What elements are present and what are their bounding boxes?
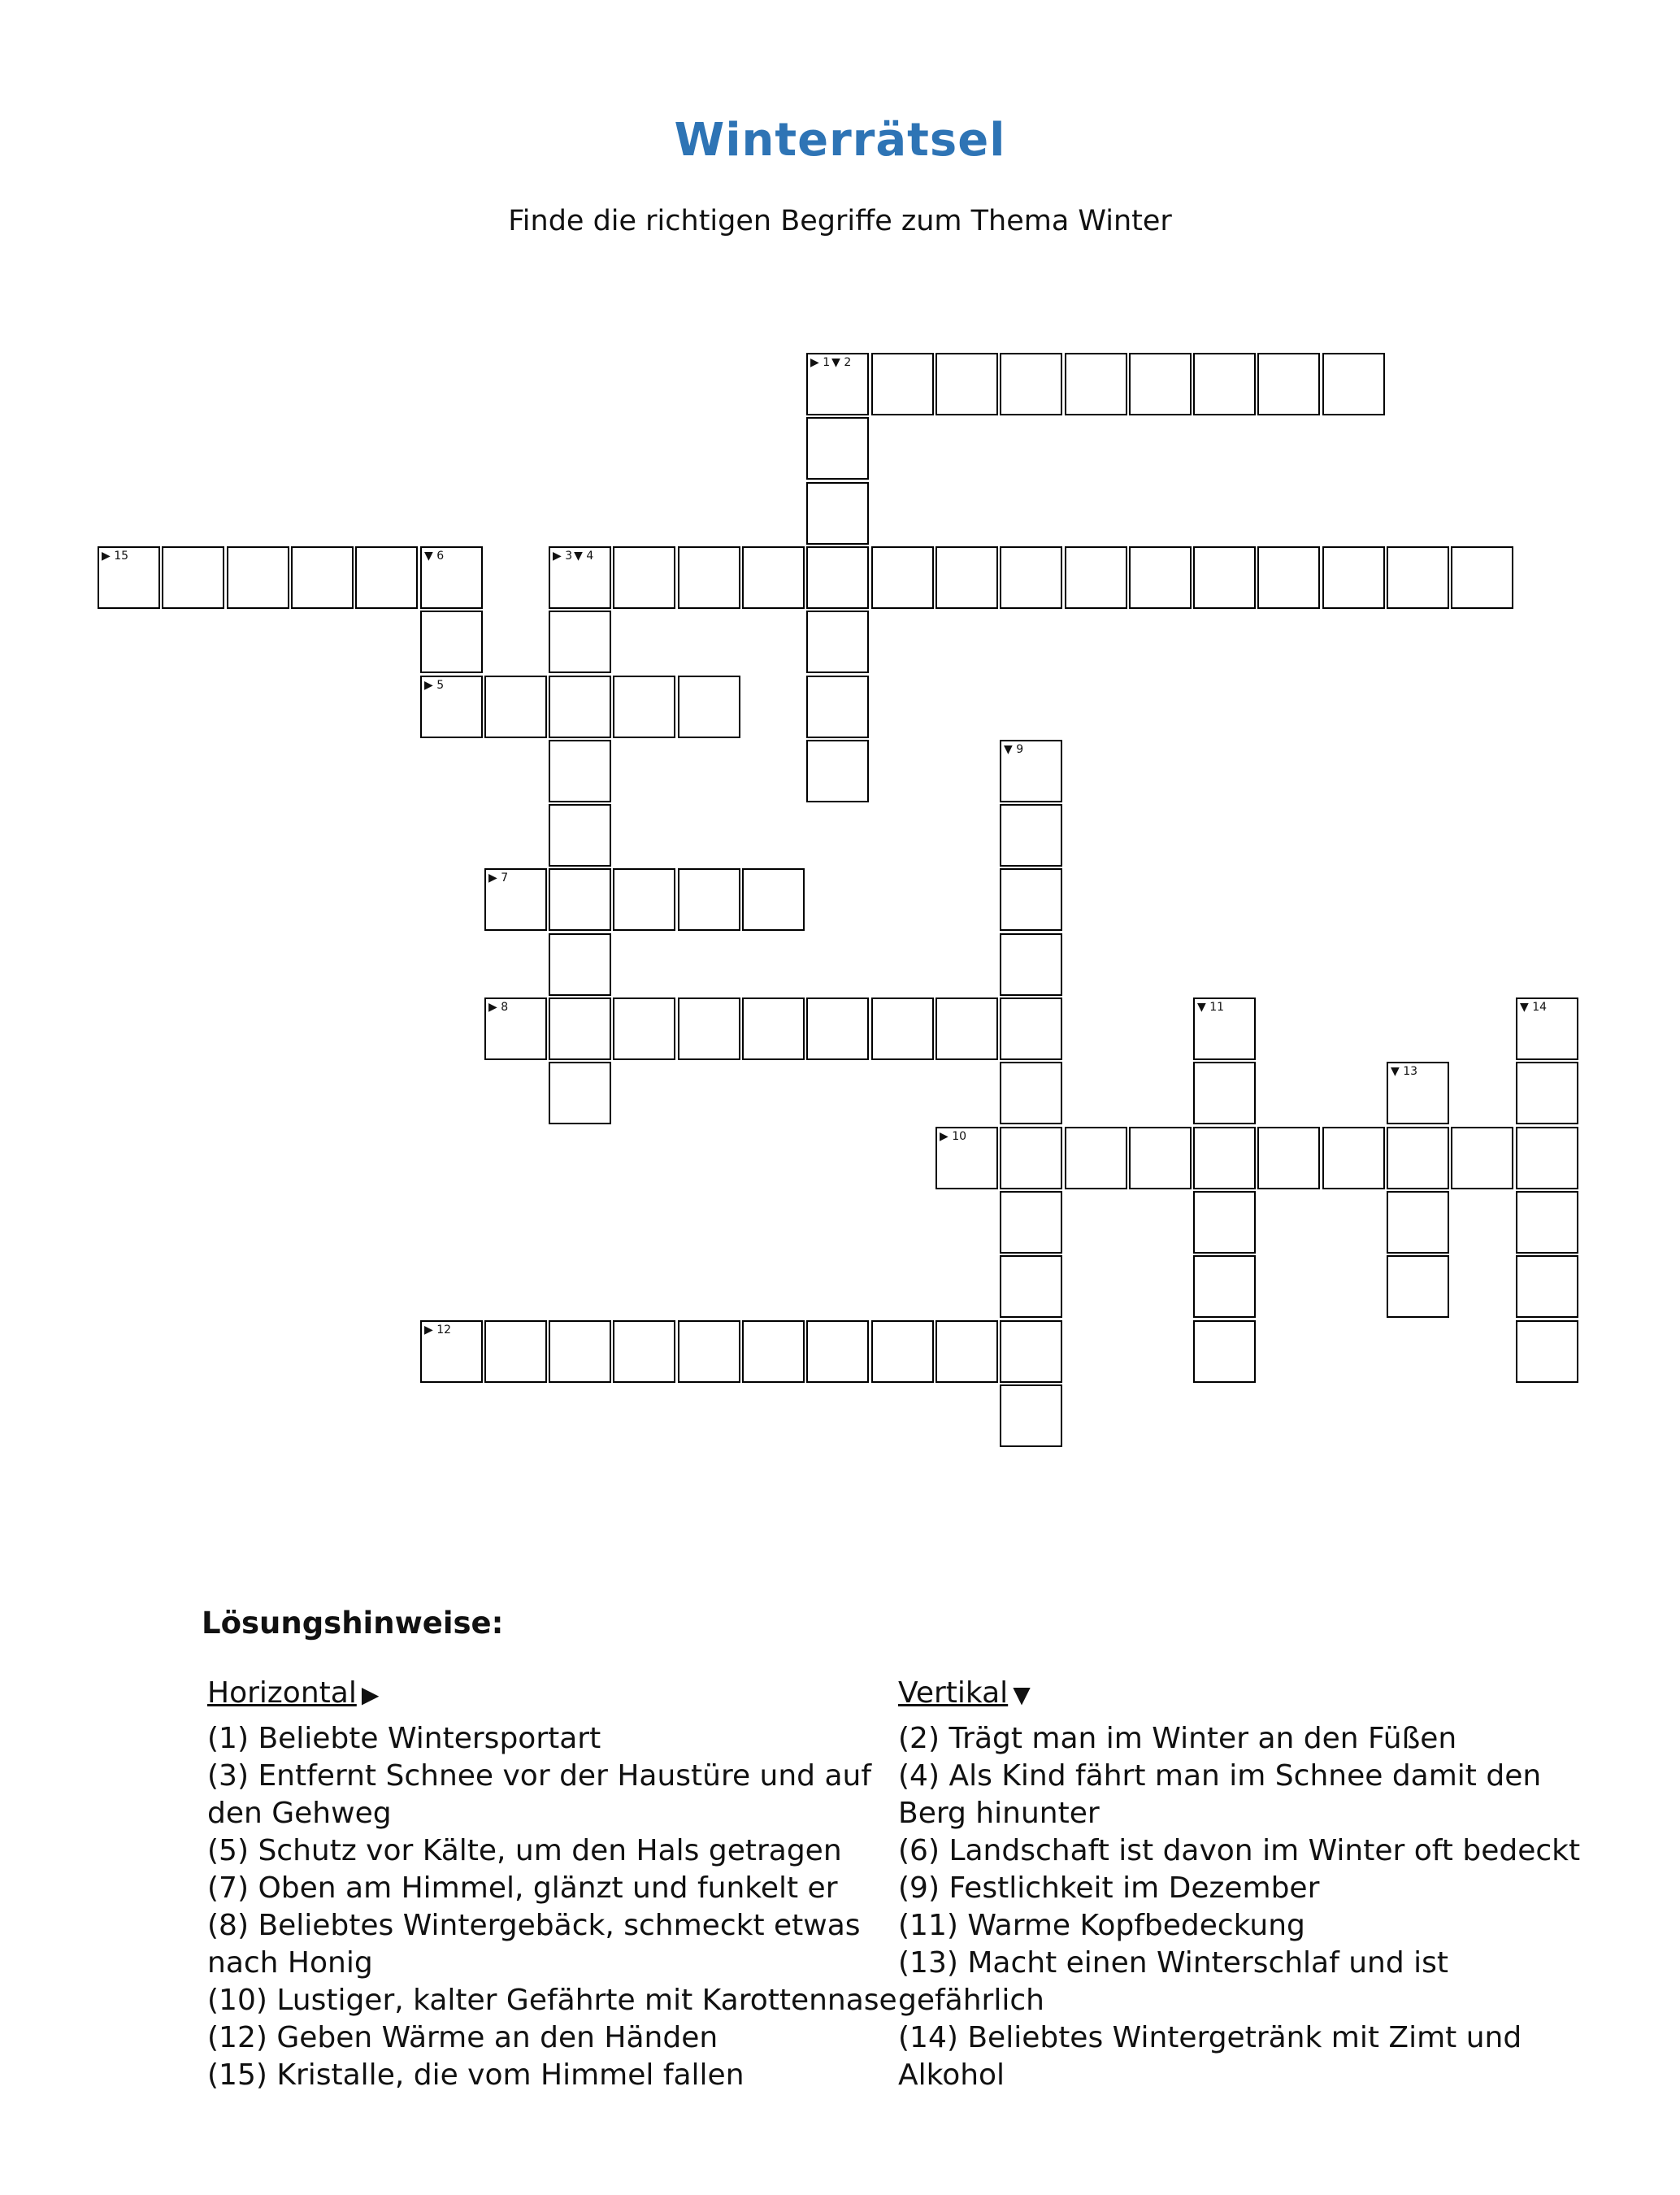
down-arrow-icon: ▼ — [831, 356, 840, 369]
grid-cell[interactable] — [549, 611, 611, 673]
across-arrow-icon: ▶ — [940, 1130, 949, 1143]
clue-number-label — [1520, 1000, 1548, 1015]
grid-cell[interactable] — [742, 998, 805, 1060]
down-arrow-icon: ▼ — [1013, 1681, 1031, 1708]
grid-cell[interactable] — [549, 546, 611, 609]
across-clue-list — [207, 1720, 906, 2094]
across-clues-column — [207, 1675, 906, 2094]
down-arrow-icon: ▼ — [574, 550, 583, 563]
grid-cell[interactable] — [1322, 546, 1385, 609]
grid-cell[interactable] — [806, 998, 869, 1060]
grid-cell[interactable] — [613, 868, 675, 931]
grid-cell[interactable] — [806, 546, 869, 609]
grid-cell[interactable] — [1322, 1127, 1385, 1189]
clue-number-label — [424, 549, 445, 563]
across-number-marker — [940, 1130, 966, 1143]
clue-number: 14 — [1528, 1001, 1548, 1014]
down-clues-column — [898, 1675, 1597, 2094]
grid-cell[interactable] — [613, 676, 675, 738]
across-clue: (3) Entfernt Schnee vor der Haustüre und auf den Gehweg — [207, 1759, 872, 1830]
clue-number-label — [810, 355, 853, 370]
grid-cell[interactable] — [806, 1320, 869, 1383]
across-clue: (12) Geben Wärme an den Händen — [207, 2021, 718, 2054]
grid-cell[interactable] — [1257, 546, 1320, 609]
grid-cell[interactable] — [1000, 1062, 1062, 1124]
grid-cell[interactable] — [742, 1320, 805, 1383]
down-number-marker — [574, 550, 593, 563]
grid-cell[interactable] — [1193, 546, 1256, 609]
grid-cell[interactable] — [1193, 1062, 1256, 1124]
grid-cell[interactable] — [549, 740, 611, 802]
grid-cell[interactable] — [484, 998, 547, 1060]
grid-cell[interactable] — [1000, 1384, 1062, 1447]
clue-number-label — [1391, 1064, 1419, 1079]
clue-number: 6 — [432, 550, 445, 563]
clue-number: 4 — [582, 550, 594, 563]
grid-cell[interactable] — [549, 868, 611, 931]
grid-cell[interactable] — [936, 1127, 998, 1189]
grid-cell[interactable] — [484, 868, 547, 931]
grid-cell[interactable] — [484, 1320, 547, 1383]
down-number-marker — [1004, 743, 1023, 756]
clue-number-label — [488, 871, 510, 885]
grid-cell[interactable] — [1193, 1127, 1256, 1189]
grid-cell[interactable] — [549, 676, 611, 738]
grid-cell[interactable] — [1257, 1127, 1320, 1189]
clue-number: 10 — [948, 1130, 967, 1143]
clue-number-label — [1004, 742, 1025, 757]
grid-cell[interactable] — [678, 1320, 740, 1383]
grid-cell[interactable] — [936, 546, 998, 609]
grid-cell[interactable] — [1322, 353, 1385, 415]
down-clue: (4) Als Kind fährt man im Schnee damit den Berg hinunter — [898, 1759, 1542, 1830]
clue-number: 13 — [1399, 1065, 1418, 1078]
page-subtitle: Finde die richtigen Begriffe zum Thema Winter — [508, 205, 1172, 237]
grid-cell[interactable] — [678, 868, 740, 931]
clue-number: 5 — [432, 679, 445, 692]
across-clue: (8) Beliebtes Wintergebäck, schmeckt etwas nach Honig — [207, 1909, 861, 1980]
across-arrow-icon: ▶ — [488, 1001, 497, 1014]
grid-cell[interactable] — [1000, 353, 1062, 415]
across-arrow-icon: ▶ — [553, 550, 562, 563]
grid-cell[interactable] — [1257, 353, 1320, 415]
grid-cell[interactable] — [1129, 1127, 1192, 1189]
down-arrow-icon: ▼ — [424, 550, 433, 563]
grid-cell[interactable] — [1193, 1255, 1256, 1318]
down-number-marker — [831, 356, 851, 369]
grid-cell[interactable] — [1000, 1127, 1062, 1189]
grid-cell[interactable] — [420, 676, 483, 738]
grid-cell[interactable] — [1516, 1062, 1578, 1124]
grid-cell[interactable] — [678, 546, 740, 609]
grid-cell[interactable] — [1065, 1127, 1127, 1189]
across-label: Horizontal — [207, 1676, 357, 1710]
across-arrow-icon: ▶ — [424, 1324, 433, 1337]
across-number-marker — [424, 679, 444, 692]
down-label: Vertikal — [898, 1676, 1009, 1710]
clue-number-label — [102, 549, 130, 563]
clue-number: 12 — [432, 1324, 452, 1337]
grid-cell[interactable] — [1451, 546, 1513, 609]
across-arrow-icon: ▶ — [488, 871, 497, 885]
down-clue: (2) Trägt man im Winter an den Füßen — [898, 1722, 1457, 1755]
grid-cell[interactable] — [871, 546, 934, 609]
clue-number: 7 — [497, 871, 509, 885]
grid-cell[interactable] — [613, 1320, 675, 1383]
grid-cell[interactable] — [1000, 1320, 1062, 1383]
clue-number: 11 — [1205, 1001, 1225, 1014]
across-clue: (5) Schutz vor Kälte, um den Hals getragen — [207, 1834, 842, 1867]
grid-cell[interactable] — [1516, 1127, 1578, 1189]
grid-cell[interactable] — [1451, 1127, 1513, 1189]
grid-cell[interactable] — [1129, 546, 1192, 609]
grid-cell[interactable] — [549, 1062, 611, 1124]
down-arrow-icon: ▼ — [1520, 1001, 1529, 1014]
down-number-marker — [1197, 1001, 1224, 1014]
grid-cell[interactable] — [742, 546, 805, 609]
down-heading — [898, 1675, 1597, 1714]
down-clue: (13) Macht einen Winterschlaf und ist gefährlich — [898, 1946, 1449, 2017]
grid-cell[interactable] — [98, 546, 160, 609]
grid-cell[interactable] — [806, 740, 869, 802]
grid-cell[interactable] — [484, 676, 547, 738]
grid-cell[interactable] — [806, 353, 869, 415]
grid-cell[interactable] — [1129, 353, 1192, 415]
grid-cell[interactable] — [806, 417, 869, 480]
grid-cell[interactable] — [1000, 868, 1062, 931]
grid-cell[interactable] — [1516, 1320, 1578, 1383]
across-clue: (1) Beliebte Wintersportart — [207, 1722, 601, 1755]
grid-cell[interactable] — [871, 998, 934, 1060]
down-clue-list — [898, 1720, 1597, 2094]
grid-cell[interactable] — [806, 611, 869, 673]
across-arrow-icon: ▶ — [424, 679, 433, 692]
grid-cell[interactable] — [1516, 1255, 1578, 1318]
clue-number: 2 — [840, 356, 852, 369]
clue-number-label — [424, 1323, 453, 1337]
across-clue: (7) Oben am Himmel, glänzt und funkelt er — [207, 1871, 838, 1905]
grid-cell[interactable] — [1000, 804, 1062, 867]
clue-number: 9 — [1012, 743, 1024, 756]
across-number-marker — [488, 871, 508, 885]
grid-cell[interactable] — [936, 353, 998, 415]
across-number-marker — [553, 550, 572, 563]
down-clue: (9) Festlichkeit im Dezember — [898, 1871, 1320, 1905]
grid-cell[interactable] — [742, 868, 805, 931]
down-arrow-icon: ▼ — [1197, 1001, 1206, 1014]
across-heading — [207, 1675, 906, 1714]
grid-cell[interactable] — [420, 1320, 483, 1383]
down-arrow-icon: ▼ — [1004, 743, 1013, 756]
down-number-marker — [424, 550, 444, 563]
grid-cell[interactable] — [1000, 1191, 1062, 1254]
grid-cell[interactable] — [162, 546, 224, 609]
down-clue: (6) Landschaft ist davon im Winter oft bedeckt — [898, 1834, 1581, 1867]
grid-cell[interactable] — [613, 546, 675, 609]
grid-cell[interactable] — [1387, 1127, 1449, 1189]
grid-cell[interactable] — [871, 1320, 934, 1383]
down-clue: (14) Beliebtes Wintergetränk mit Zimt und Alkohol — [898, 2021, 1522, 2092]
down-arrow-icon: ▼ — [1391, 1065, 1400, 1078]
across-arrow-icon: ▶ — [810, 356, 819, 369]
clue-number-label — [488, 1000, 510, 1015]
grid-cell[interactable] — [1000, 740, 1062, 802]
grid-cell[interactable] — [613, 998, 675, 1060]
across-arrow-icon: ▶ — [102, 550, 111, 563]
grid-cell[interactable] — [227, 546, 289, 609]
grid-cell[interactable] — [1193, 998, 1256, 1060]
grid-cell[interactable] — [806, 482, 869, 545]
page-title: Winterrätsel — [674, 114, 1006, 167]
grid-cell[interactable] — [1516, 998, 1578, 1060]
grid-cell[interactable] — [1516, 1191, 1578, 1254]
hints-heading: Lösungshinweise: — [202, 1606, 504, 1641]
grid-cell[interactable] — [678, 676, 740, 738]
grid-cell[interactable] — [1193, 1191, 1256, 1254]
grid-cell[interactable] — [1387, 546, 1449, 609]
grid-cell[interactable] — [549, 998, 611, 1060]
clue-number: 3 — [561, 550, 573, 563]
grid-cell[interactable] — [1000, 998, 1062, 1060]
grid-cell[interactable] — [871, 353, 934, 415]
grid-cell[interactable] — [936, 1320, 998, 1383]
across-clue: (15) Kristalle, die vom Himmel fallen — [207, 2058, 744, 2092]
grid-cell[interactable] — [1000, 1255, 1062, 1318]
grid-cell[interactable] — [291, 546, 354, 609]
down-clue: (11) Warme Kopfbedeckung — [898, 1909, 1305, 1942]
clue-number: 15 — [110, 550, 129, 563]
down-number-marker — [1391, 1065, 1417, 1078]
grid-cell[interactable] — [420, 546, 483, 609]
clue-number-label — [1197, 1000, 1226, 1015]
across-arrow-icon: ▶ — [361, 1681, 380, 1708]
clue-number-label — [553, 549, 595, 563]
across-number-marker — [424, 1324, 451, 1337]
grid-cell[interactable] — [1065, 546, 1127, 609]
grid-cell[interactable] — [806, 676, 869, 738]
grid-cell[interactable] — [1065, 353, 1127, 415]
grid-cell[interactable] — [1387, 1191, 1449, 1254]
grid-cell[interactable] — [420, 611, 483, 673]
across-number-marker — [488, 1001, 508, 1014]
grid-cell[interactable] — [1387, 1062, 1449, 1124]
grid-cell[interactable] — [549, 933, 611, 996]
grid-cell[interactable] — [1387, 1255, 1449, 1318]
clue-number-label — [424, 678, 445, 693]
grid-cell[interactable] — [678, 998, 740, 1060]
down-number-marker — [1520, 1001, 1547, 1014]
grid-cell[interactable] — [355, 546, 418, 609]
clue-number-label — [940, 1129, 968, 1144]
across-number-marker — [810, 356, 830, 369]
grid-cell[interactable] — [1193, 353, 1256, 415]
grid-cell[interactable] — [936, 998, 998, 1060]
grid-cell[interactable] — [1000, 546, 1062, 609]
grid-cell[interactable] — [1000, 933, 1062, 996]
grid-cell[interactable] — [549, 804, 611, 867]
across-number-marker — [102, 550, 128, 563]
clue-number: 8 — [497, 1001, 509, 1014]
grid-cell[interactable] — [1193, 1320, 1256, 1383]
clue-number: 1 — [818, 356, 831, 369]
across-clue: (10) Lustiger, kalter Gefährte mit Karottennase — [207, 1984, 897, 2017]
grid-cell[interactable] — [549, 1320, 611, 1383]
